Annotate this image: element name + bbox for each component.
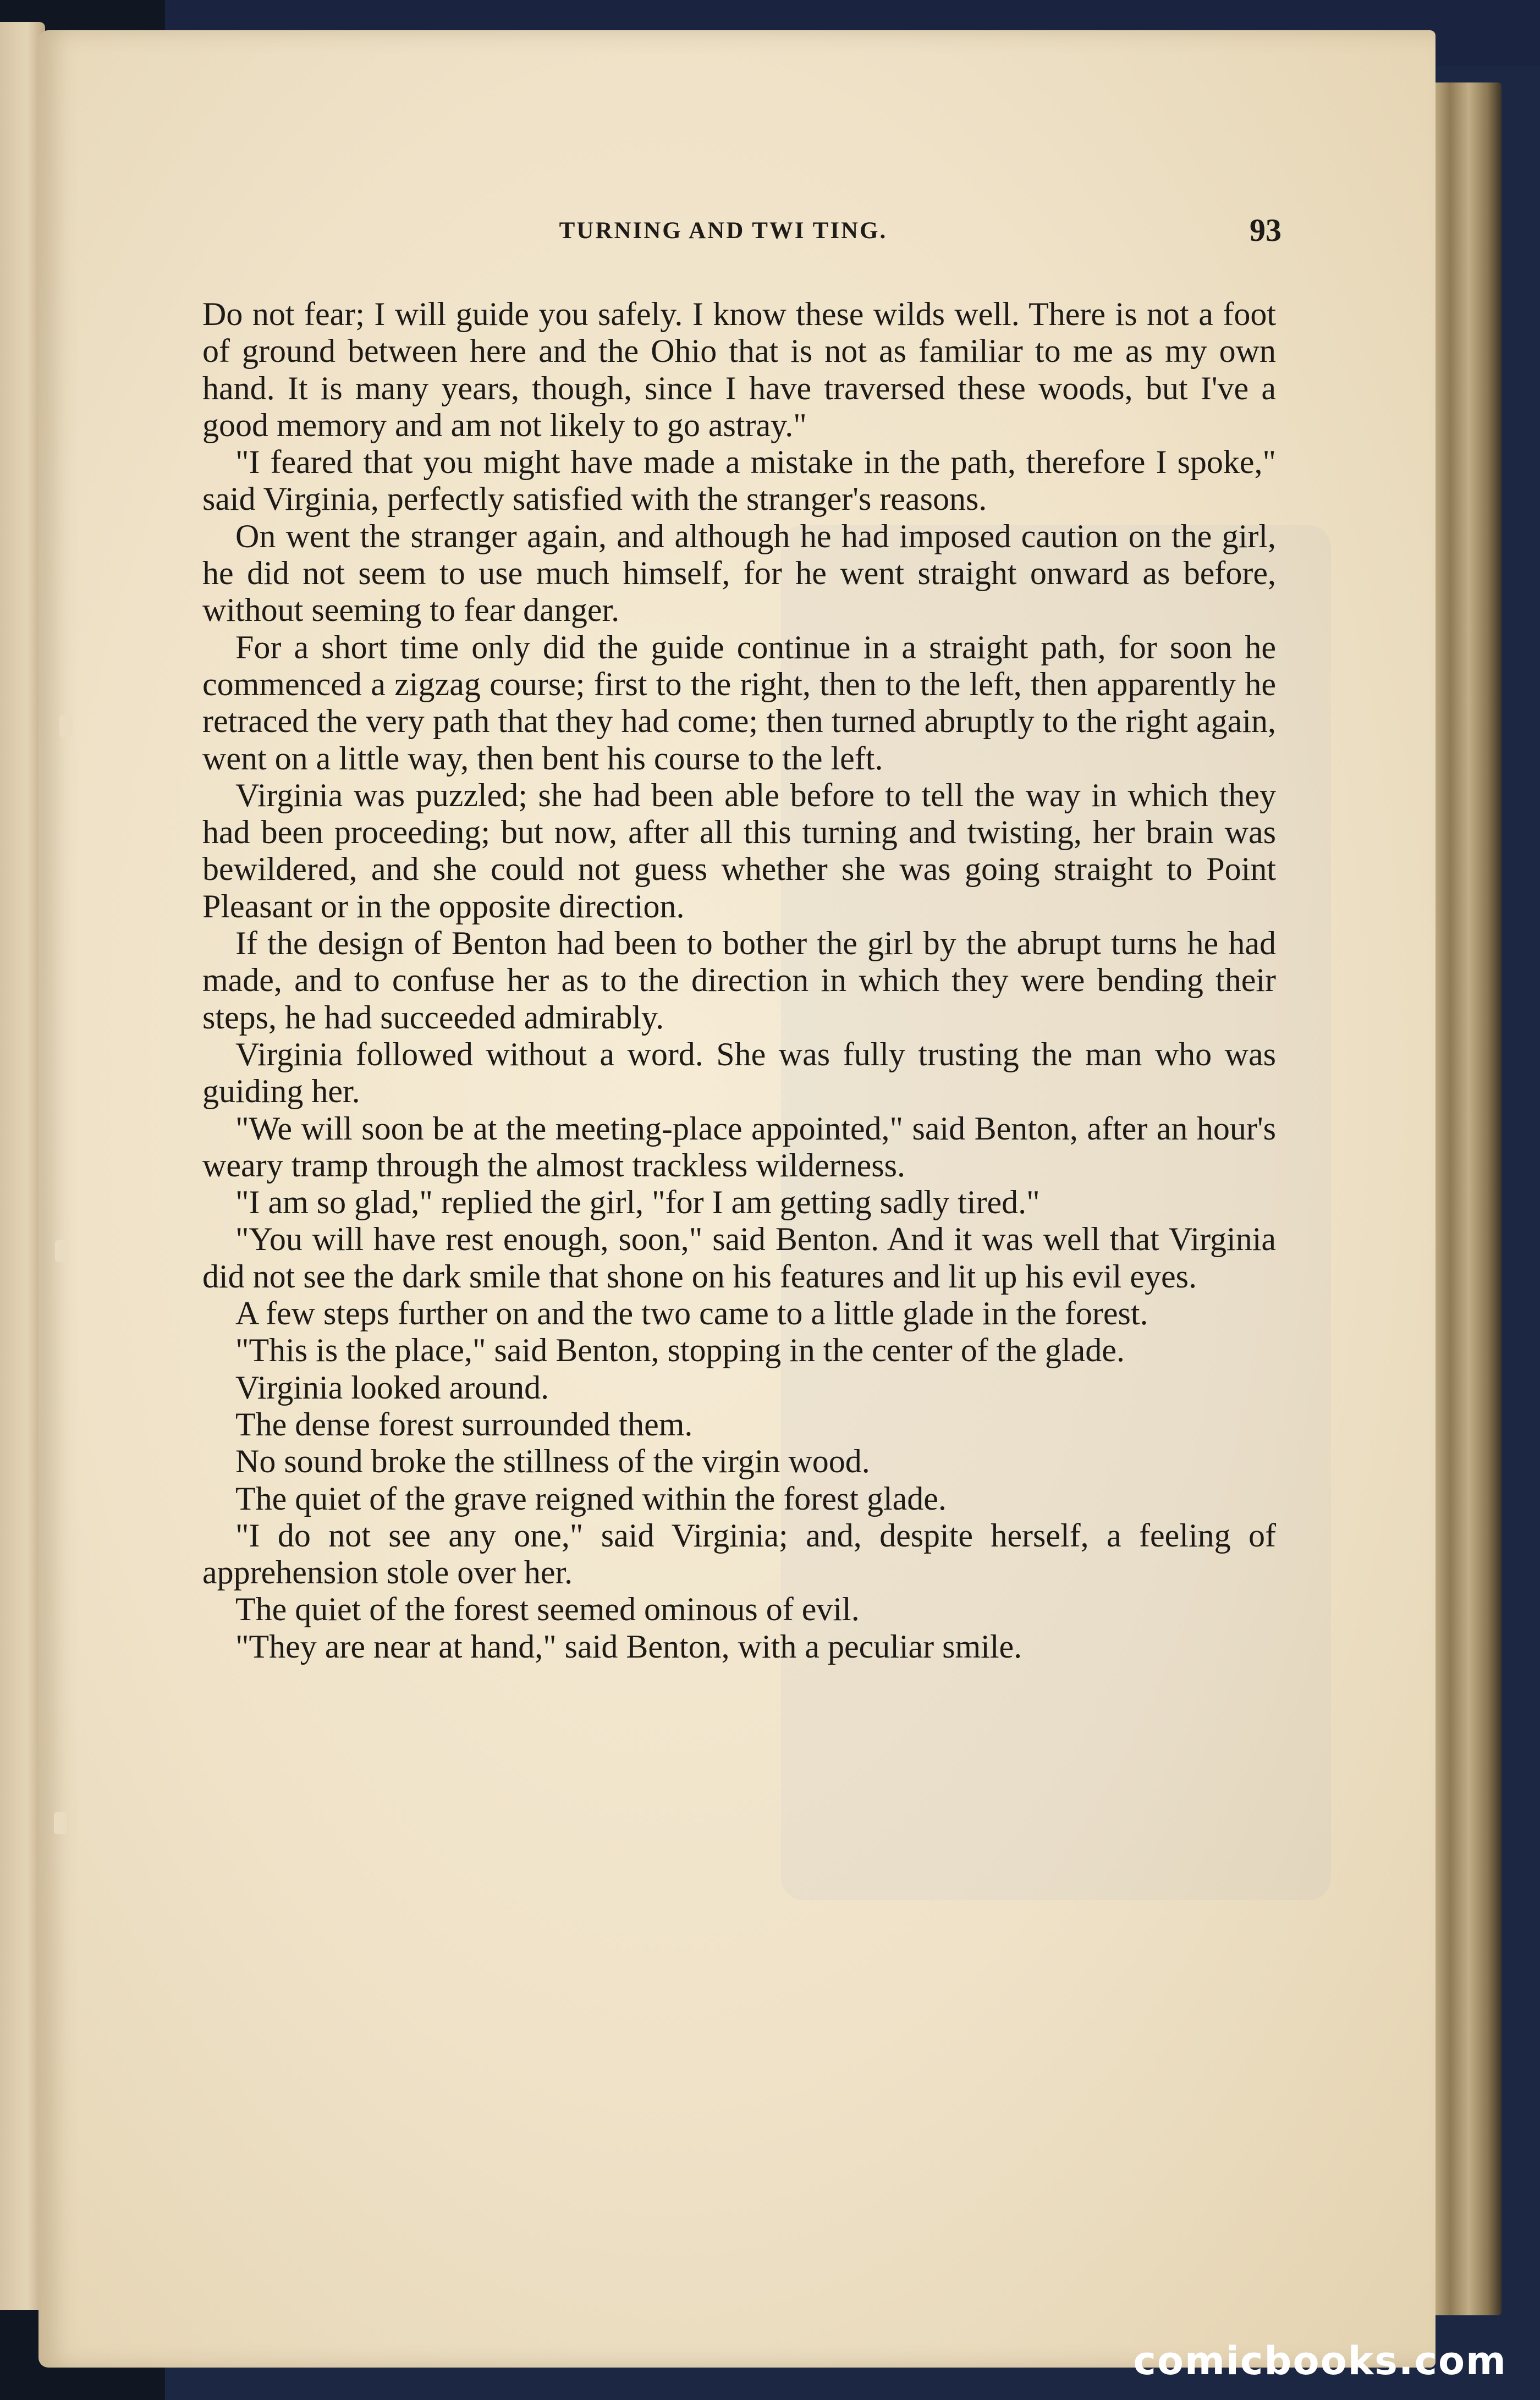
page-body — [202, 296, 1276, 1665]
running-head: TURNING AND TWI TING. — [559, 218, 888, 244]
paragraph: "This is the place," said Benton, stopping in the center of the glade. — [235, 1332, 1125, 1369]
paragraph: No sound broke the stillness of the virgin wood. — [235, 1443, 870, 1480]
page-number: 93 — [1250, 212, 1282, 248]
binding-thread — [55, 1240, 68, 1262]
binding-thread — [59, 715, 73, 737]
paragraph: "I am so glad," replied the girl, "for I am getting sadly tired." — [235, 1184, 1040, 1221]
paragraph: Do not fear; I will guide you safely. I know these wilds well. There is not a foot of ground between here and the Ohio that is not as familiar to me as my own hand. It is many years, though, since I have traversed these woods, but I've a good memory and am not likely to go astray." — [202, 296, 1276, 443]
paragraph: Virginia looked around. — [235, 1369, 549, 1406]
paragraph: "They are near at hand," said Benton, with a peculiar smile. — [235, 1628, 1022, 1665]
paragraph: "You will have rest enough, soon," said Benton. And it was well that Virginia did not see the dark smile that shone on his features and lit up his evil eyes. — [202, 1221, 1276, 1295]
binding-thread — [54, 1812, 67, 1834]
paragraph: Virginia was puzzled; she had been able before to tell the way in which they had been proceeding; but now, after all this turning and twisting, her brain was bewildered, and she could not guess whether she was going straight to Point Pleasant or in the opposite direction. — [202, 777, 1276, 924]
paragraph: If the design of Benton had been to bother the girl by the abrupt turns he had made, and to confuse her as to the direction in which they were bending their steps, he had succeeded admirably. — [202, 925, 1276, 1036]
paragraph: For a short time only did the guide continue in a straight path, for soon he commenced a zigzag course; first to the right, then to the left, then apparently he retraced the very path that they had come; then turned abruptly to the right again, went on a little way, then bent his course to the left. — [202, 629, 1276, 777]
paragraph: The quiet of the grave reigned within the forest glade. — [235, 1480, 947, 1517]
page-header — [165, 212, 1282, 256]
paragraph: A few steps further on and the two came to a little glade in the forest. — [235, 1295, 1148, 1332]
paragraph: Virginia followed without a word. She was fully trusting the man who was guiding her. — [202, 1036, 1276, 1110]
paragraph: The dense forest surrounded them. — [235, 1406, 693, 1443]
paragraph: "I feared that you might have made a mistake in the path, therefore I spoke," said Virginia, perfectly satisfied with the stranger's reasons. — [202, 444, 1276, 518]
watermark: comicbooks.com — [1133, 2338, 1507, 2384]
paragraph: On went the stranger again, and although he had imposed caution on the girl, he did not seem to use much himself, for he went straight onward as before, without seeming to fear danger. — [202, 518, 1276, 629]
paragraph: "I do not see any one," said Virginia; and, despite herself, a feeling of apprehension stole over her. — [202, 1517, 1276, 1591]
paragraph: The quiet of the forest seemed ominous of evil. — [235, 1591, 860, 1628]
paragraph: "We will soon be at the meeting-place appointed," said Benton, after an hour's weary tramp through the almost trackless wilderness. — [202, 1110, 1276, 1184]
